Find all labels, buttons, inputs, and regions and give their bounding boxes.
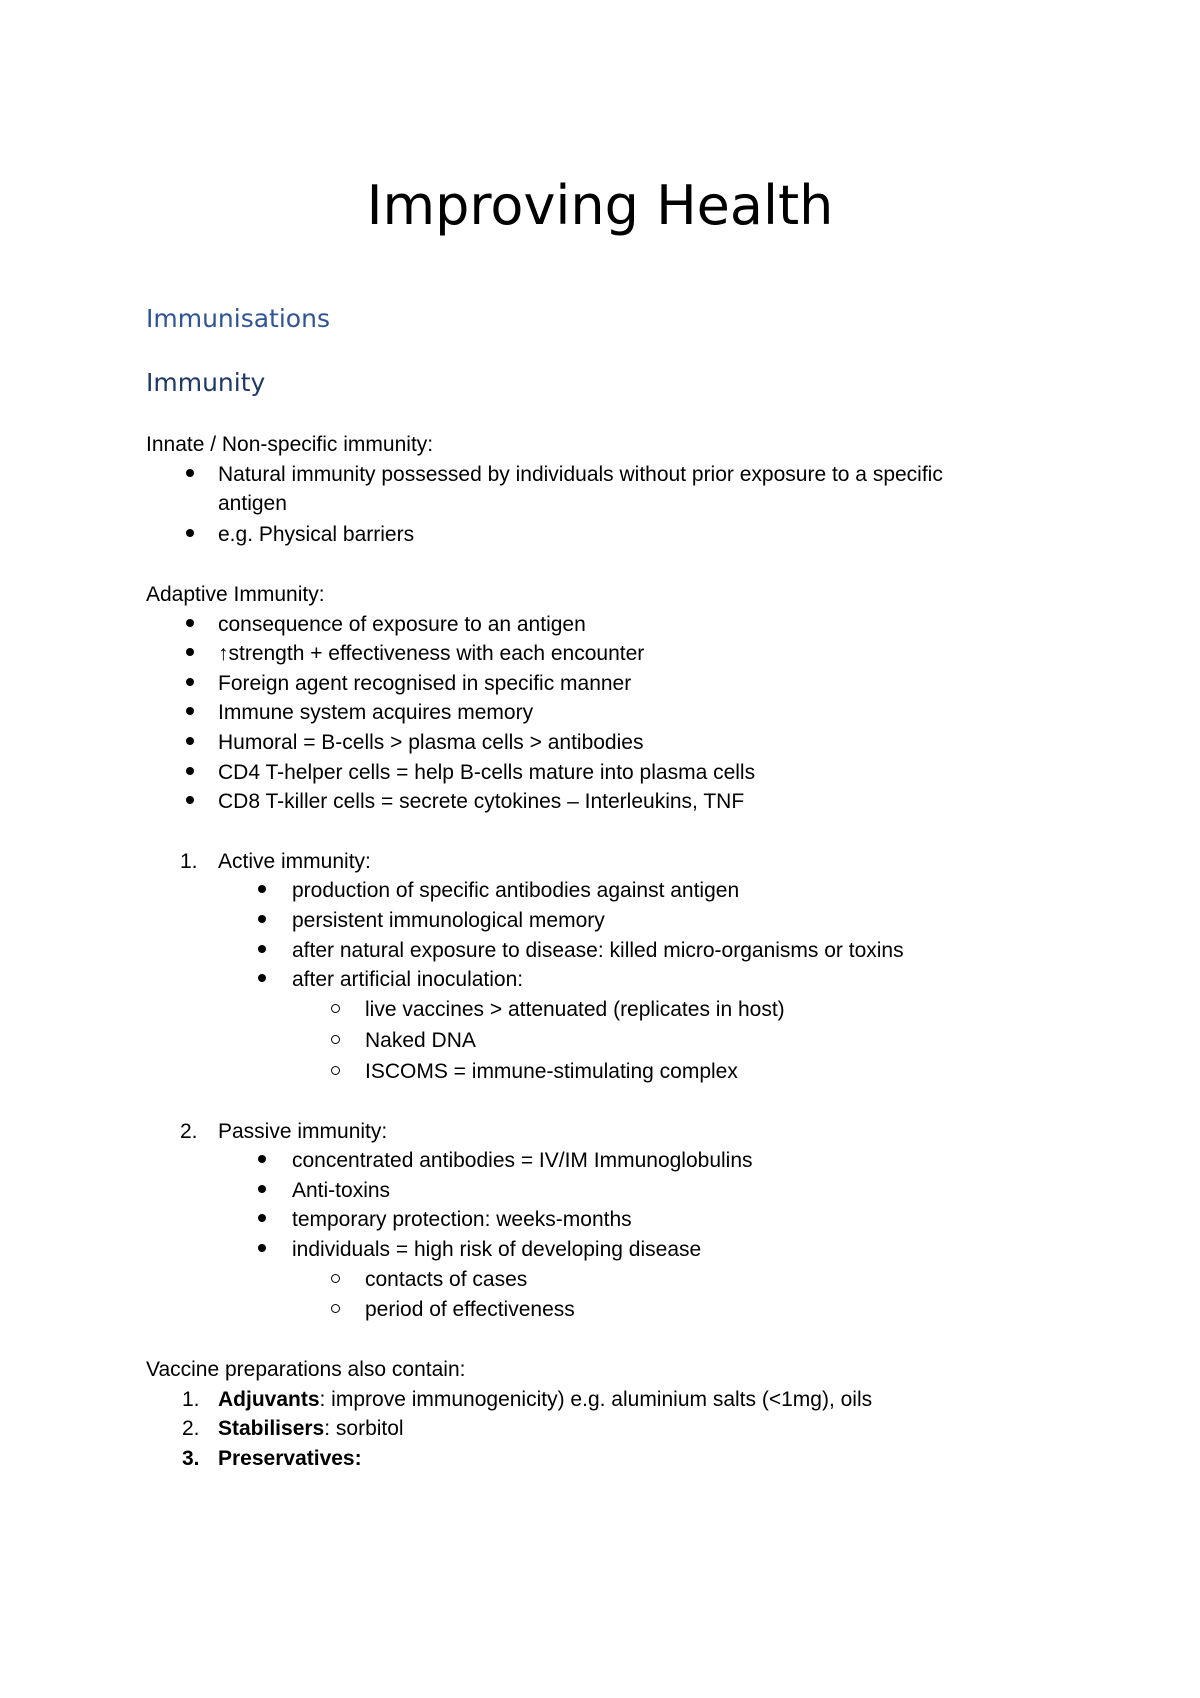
adaptive-item: Foreign agent recognised in specific manner: [218, 672, 632, 695]
heading-immunity: Immunity: [146, 368, 266, 397]
bullet-icon: [186, 648, 194, 656]
bullet-icon: [186, 707, 194, 715]
adaptive-item: Humoral = B-cells > plasma cells > antibodies: [218, 731, 644, 754]
active-item: after artificial inoculation:: [292, 968, 524, 991]
list-number: 2.: [180, 1120, 198, 1143]
list-number: 1.: [180, 850, 198, 873]
innate-item: antigen: [218, 492, 287, 515]
bullet-icon: [186, 737, 194, 745]
vaccine-term: Stabilisers: [218, 1417, 325, 1440]
bullet-icon: [186, 678, 194, 686]
bullet-icon: [186, 469, 194, 477]
circle-bullet-icon: [331, 1066, 340, 1075]
passive-label: Passive immunity:: [218, 1120, 388, 1143]
bullet-icon: [186, 529, 194, 537]
bullet-icon: [258, 1185, 266, 1193]
list-number: 1.: [182, 1388, 200, 1411]
passive-subitem: period of effectiveness: [365, 1298, 575, 1321]
list-number: 2.: [182, 1417, 200, 1440]
vaccine-term: Adjuvants: [218, 1388, 320, 1411]
adaptive-item: CD8 T-killer cells = secrete cytokines – Interleukins, TNF: [218, 790, 745, 813]
vaccine-item: [218, 1414, 404, 1443]
bullet-icon: [258, 915, 266, 923]
innate-item: e.g. Physical barriers: [218, 523, 415, 546]
circle-bullet-icon: [331, 1274, 340, 1283]
active-item: after natural exposure to disease: killed micro-organisms or toxins: [292, 939, 904, 962]
adaptive-item: Immune system acquires memory: [218, 701, 534, 724]
innate-item: Natural immunity possessed by individuals without prior exposure to a specific: [218, 463, 943, 486]
vaccine-desc: : improve immunogenicity) e.g. aluminium salts (<1mg), oils: [319, 1388, 873, 1411]
vaccine-term: Preservatives:: [218, 1447, 362, 1470]
vaccine-item: [218, 1444, 362, 1473]
active-item: persistent immunological memory: [292, 909, 605, 932]
passive-subitem: contacts of cases: [365, 1268, 528, 1291]
bullet-icon: [258, 1214, 266, 1222]
active-subitem: ISCOMS = immune-stimulating complex: [365, 1060, 738, 1083]
bullet-icon: [258, 945, 266, 953]
bullet-icon: [186, 796, 194, 804]
active-item: production of specific antibodies against antigen: [292, 879, 740, 902]
adaptive-item: consequence of exposure to an antigen: [218, 613, 586, 636]
vaccine-label: Vaccine preparations also contain:: [146, 1358, 466, 1381]
circle-bullet-icon: [331, 1304, 340, 1313]
adaptive-item: CD4 T-helper cells = help B-cells mature into plasma cells: [218, 761, 756, 784]
vaccine-desc: : sorbitol: [324, 1417, 404, 1440]
bullet-icon: [186, 767, 194, 775]
passive-item: concentrated antibodies = IV/IM Immunoglobulins: [292, 1149, 753, 1172]
active-subitem: live vaccines > attenuated (replicates in host): [365, 998, 785, 1021]
heading-immunisations: Immunisations: [146, 304, 330, 333]
bullet-icon: [258, 1155, 266, 1163]
list-number: 3.: [182, 1447, 200, 1470]
bullet-icon: [258, 1244, 266, 1252]
passive-item: temporary protection: weeks-months: [292, 1208, 632, 1231]
passive-item: individuals = high risk of developing disease: [292, 1238, 702, 1261]
bullet-icon: [258, 974, 266, 982]
circle-bullet-icon: [331, 1004, 340, 1013]
active-label: Active immunity:: [218, 850, 371, 873]
innate-label: Innate / Non-specific immunity:: [146, 433, 434, 456]
bullet-icon: [258, 885, 266, 893]
bullet-icon: [186, 619, 194, 627]
page-title: Improving Health: [366, 174, 834, 237]
passive-item: Anti-toxins: [292, 1179, 391, 1202]
active-subitem: Naked DNA: [365, 1029, 476, 1052]
vaccine-item: [218, 1385, 872, 1414]
adaptive-label: Adaptive Immunity:: [146, 583, 325, 606]
adaptive-item: ↑strength + effectiveness with each encounter: [218, 642, 645, 665]
circle-bullet-icon: [331, 1035, 340, 1044]
